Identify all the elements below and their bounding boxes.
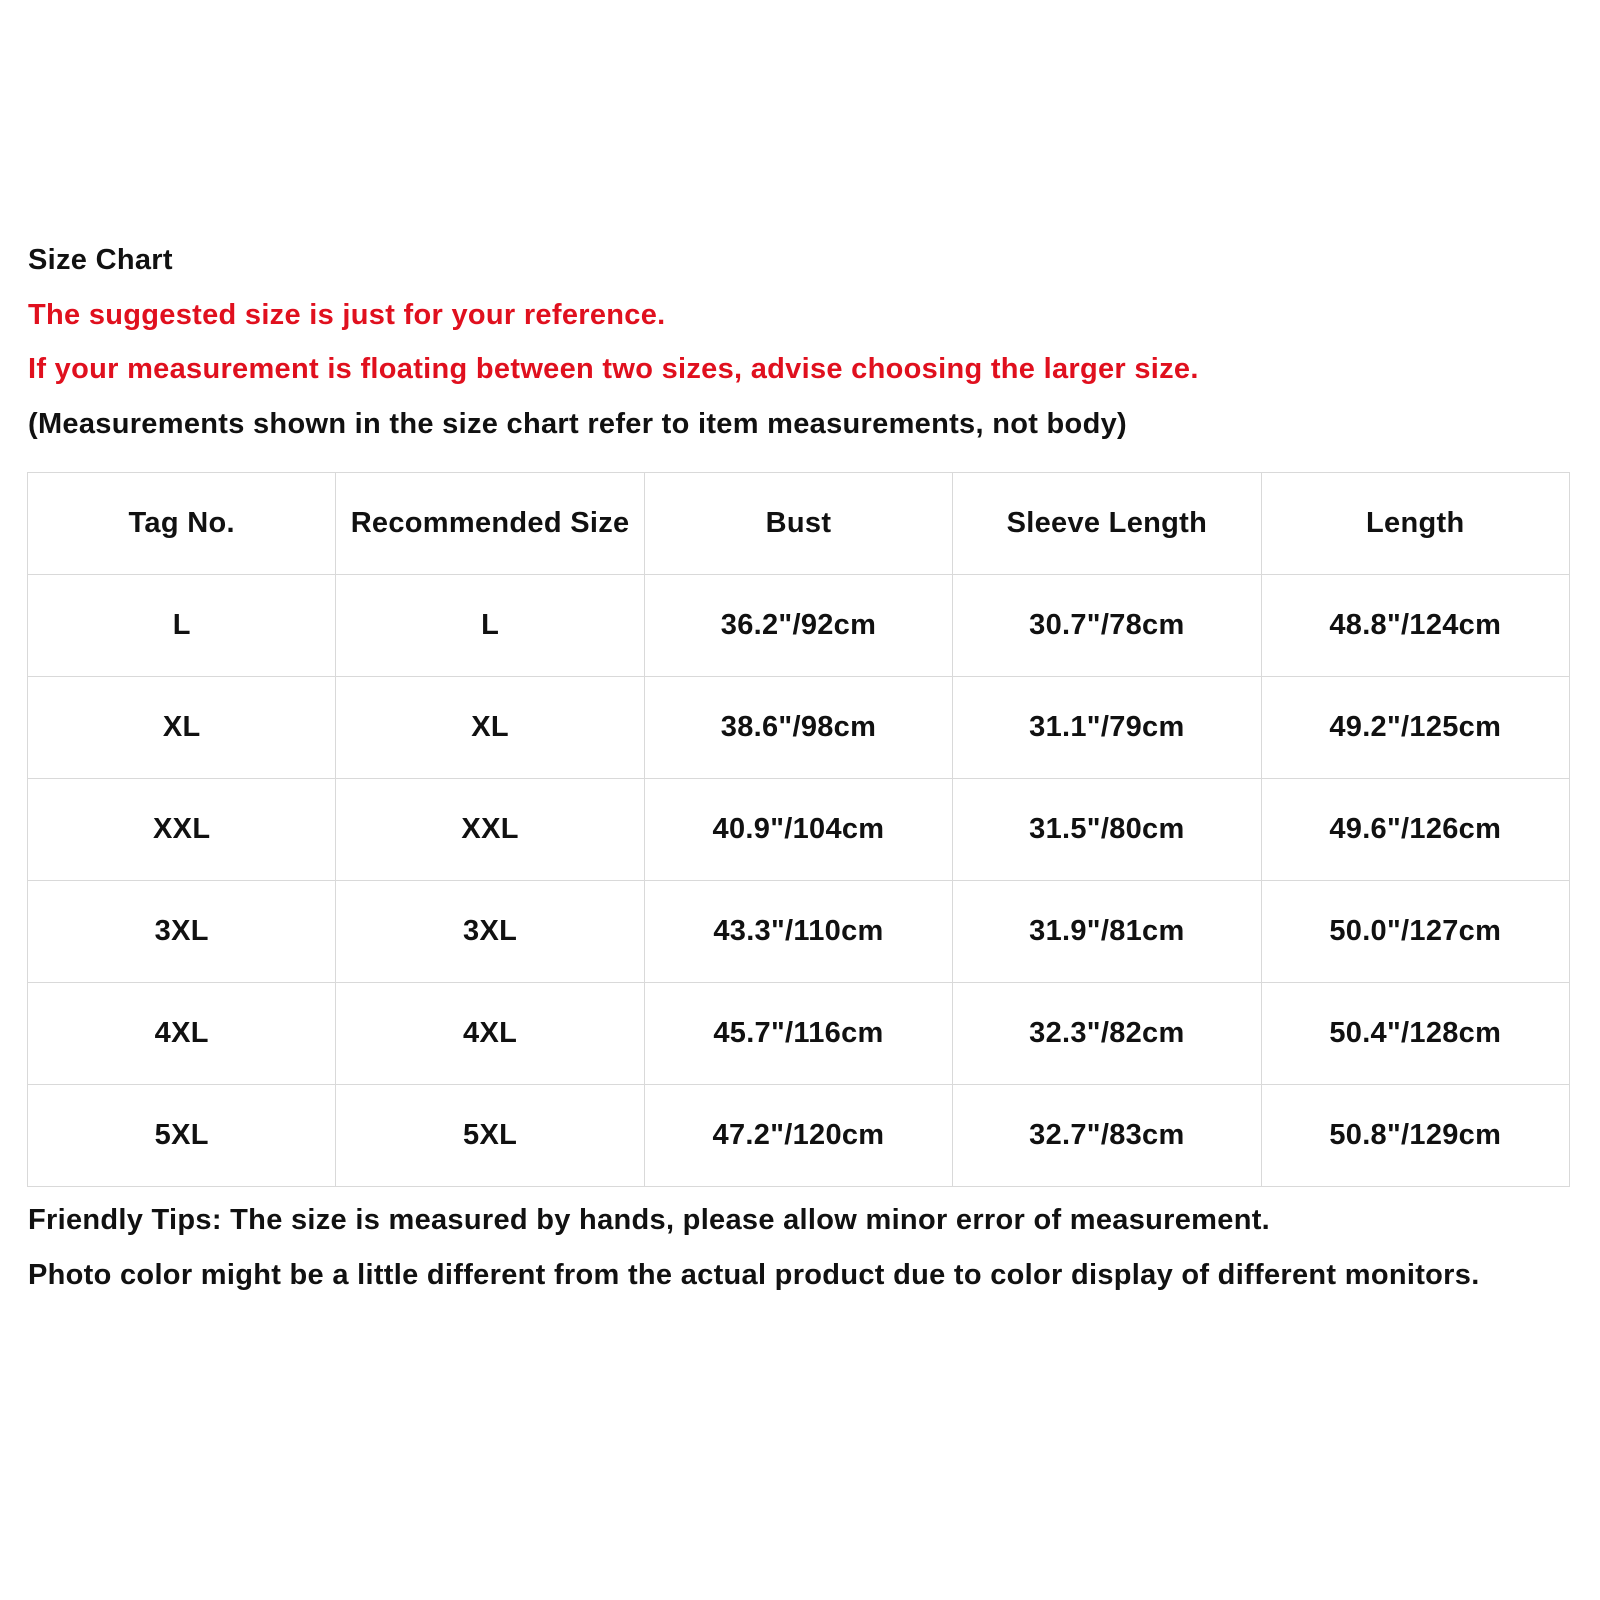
color-tip: Photo color might be a little different from the actual product due to color display of different monitors. — [28, 1259, 1480, 1291]
cell-recommended-size: 4XL — [336, 983, 644, 1085]
cell-recommended-size: 3XL — [336, 881, 644, 983]
column-header-recommended-size: Recommended Size — [336, 473, 644, 575]
column-header-bust: Bust — [644, 473, 952, 575]
cell-sleeve-length: 31.1"/79cm — [953, 677, 1261, 779]
cell-tag-no: L — [28, 575, 336, 677]
size-table-container — [27, 472, 1570, 1187]
cell-sleeve-length: 31.5"/80cm — [953, 779, 1261, 881]
cell-bust: 47.2"/120cm — [644, 1085, 952, 1187]
table-row — [28, 677, 1570, 779]
cell-bust: 43.3"/110cm — [644, 881, 952, 983]
cell-sleeve-length: 30.7"/78cm — [953, 575, 1261, 677]
cell-bust: 38.6"/98cm — [644, 677, 952, 779]
cell-recommended-size: 5XL — [336, 1085, 644, 1187]
cell-length: 50.4"/128cm — [1261, 983, 1569, 1085]
cell-length: 50.8"/129cm — [1261, 1085, 1569, 1187]
measurement-note: (Measurements shown in the size chart refer to item measurements, not body) — [28, 408, 1127, 440]
table-row — [28, 881, 1570, 983]
cell-recommended-size: XL — [336, 677, 644, 779]
cell-sleeve-length: 32.7"/83cm — [953, 1085, 1261, 1187]
cell-sleeve-length: 31.9"/81cm — [953, 881, 1261, 983]
column-header-length: Length — [1261, 473, 1569, 575]
reference-note: The suggested size is just for your reference. — [28, 299, 666, 331]
cell-bust: 40.9"/104cm — [644, 779, 952, 881]
cell-tag-no: 4XL — [28, 983, 336, 1085]
cell-length: 50.0"/127cm — [1261, 881, 1569, 983]
table-row — [28, 983, 1570, 1085]
floating-size-note: If your measurement is floating between two sizes, advise choosing the larger size. — [28, 353, 1199, 385]
column-header-sleeve-length: Sleeve Length — [953, 473, 1261, 575]
table-header-row — [28, 473, 1570, 575]
cell-sleeve-length: 32.3"/82cm — [953, 983, 1261, 1085]
measurement-tip: Friendly Tips: The size is measured by hands, please allow minor error of measurement. — [28, 1204, 1271, 1236]
cell-tag-no: XXL — [28, 779, 336, 881]
cell-recommended-size: L — [336, 575, 644, 677]
size-table — [27, 472, 1570, 1187]
table-row — [28, 575, 1570, 677]
table-row — [28, 1085, 1570, 1187]
table-row — [28, 779, 1570, 881]
cell-tag-no: XL — [28, 677, 336, 779]
cell-length: 48.8"/124cm — [1261, 575, 1569, 677]
size-chart-title: Size Chart — [28, 244, 173, 276]
cell-bust: 45.7"/116cm — [644, 983, 952, 1085]
cell-recommended-size: XXL — [336, 779, 644, 881]
cell-bust: 36.2"/92cm — [644, 575, 952, 677]
cell-length: 49.2"/125cm — [1261, 677, 1569, 779]
cell-length: 49.6"/126cm — [1261, 779, 1569, 881]
cell-tag-no: 3XL — [28, 881, 336, 983]
column-header-tag-no: Tag No. — [28, 473, 336, 575]
cell-tag-no: 5XL — [28, 1085, 336, 1187]
